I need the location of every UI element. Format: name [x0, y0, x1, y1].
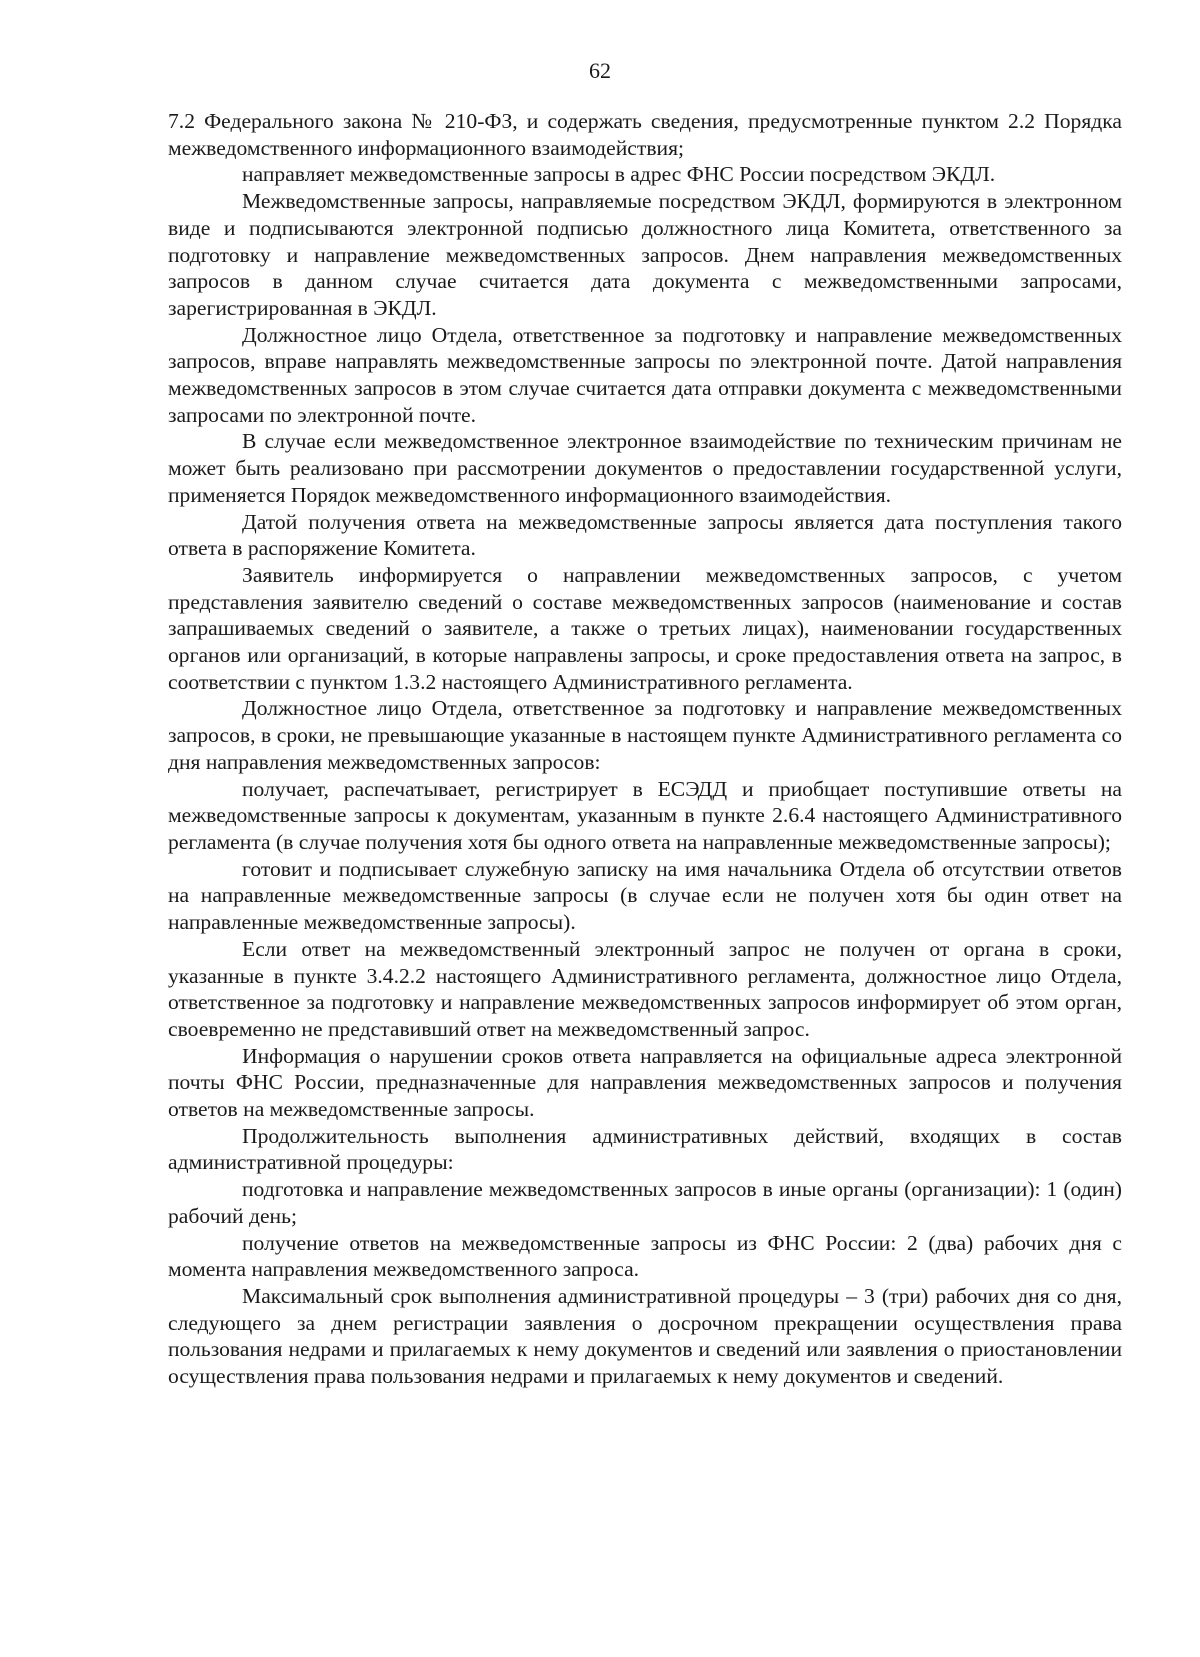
- paragraph: направляет межведомственные запросы в адрес ФНС России посредством ЭКДЛ.: [242, 162, 996, 187]
- paragraph-continuation: 7.2 Федерального закона № 210-ФЗ, и содержать сведения, предусмотренные пунктом 2.2 Порядка межведомственного информационного взаимодействия;: [168, 109, 1122, 160]
- paragraph: Межведомственные запросы, направляемые посредством ЭКДЛ, формируются в электронном виде и подписываются электронной подписью должностного лица Комитета, ответственного за подготовку и направление межведомственных запросов. Днем направления межведомственных запросов в данном случае считается дата документа с межведомственными запросами, зарегистрированная в ЭКДЛ.: [168, 189, 1122, 320]
- paragraph: готовит и подписывает служебную записку на имя начальника Отдела об отсутствии ответов на направленные межведомственные запросы (в случае если не получен хотя бы один ответ на направленные межведомственные запросы).: [168, 856, 1122, 935]
- paragraph: В случае если межведомственное электронное взаимодействие по техническим причинам не может быть реализовано при рассмотрении документов о предоставлении государственной услуги, применяется Порядок межведомственного информационного взаимодействия.: [168, 429, 1122, 507]
- paragraph: Должностное лицо Отдела, ответственное за подготовку и направление межведомственных запросов, вправе направлять межведомственные запросы по электронной почте. Датой направления межведомственных запросов в этом случае считается дата отправки документа с межведомственными запросами по электронной почте.: [168, 322, 1122, 427]
- paragraph: Продолжительность выполнения административных действий, входящих в состав административной процедуры:: [168, 1123, 1122, 1175]
- paragraph: Заявитель информируется о направлении межведомственных запросов, с учетом представления заявителю сведений о составе межведомственных запросов (наименование и состав запрашиваемых сведений о заявителе, а также о третьих лицах), наименовании государственных органов или организаций, в которые направлены запросы, и сроке предоставления ответа на запрос, в соответствии с пунктом 1.3.2 настоящего Административного регламента.: [168, 562, 1122, 694]
- document-body: [168, 108, 1122, 1390]
- paragraph: подготовка и направление межведомственных запросов в иные органы (организации): 1 (один) рабочий день;: [168, 1177, 1122, 1228]
- paragraph: Если ответ на межведомственный электронный запрос не получен от органа в сроки, указанные в пункте 3.4.2.2 настоящего Административного регламента, должностное лицо Отдела, ответственное за подготовку и направление межведомственных запросов информирует об этом орган, своевременно не представивший ответ на межведомственный запрос.: [168, 936, 1122, 1041]
- paragraph: получение ответов на межведомственные запросы из ФНС России: 2 (два) рабочих дня с момента направления межведомственного запроса.: [168, 1230, 1122, 1282]
- paragraph: Информация о нарушении сроков ответа направляется на официальные адреса электронной почты ФНС России, предназначенные для направления межведомственных запросов и получения ответов на межведомственные запросы.: [168, 1043, 1122, 1122]
- paragraph: Максимальный срок выполнения административной процедуры – 3 (три) рабочих дня со дня, следующего за днем регистрации заявления о досрочном прекращении осуществления права пользования недрами и прилагаемых к нему документов и сведений или заявления о приостановлении осуществления права пользования недрами и прилагаемых к нему документов и сведений.: [168, 1283, 1122, 1389]
- page-number: 62: [589, 58, 611, 83]
- paragraph: Датой получения ответа на межведомственные запросы является дата поступления такого ответа в распоряжение Комитета.: [168, 509, 1122, 561]
- paragraph: получает, распечатывает, регистрирует в ЕСЭДД и приобщает поступившие ответы на межведомственные запросы к документам, указанным в пункте 2.6.4 настоящего Административного регламента (в случае получения хотя бы одного ответа на направленные межведомственные запросы);: [168, 776, 1122, 854]
- paragraph: Должностное лицо Отдела, ответственное за подготовку и направление межведомственных запросов, в сроки, не превышающие указанные в настоящем пункте Административного регламента со дня направления межведомственных запросов:: [168, 696, 1122, 774]
